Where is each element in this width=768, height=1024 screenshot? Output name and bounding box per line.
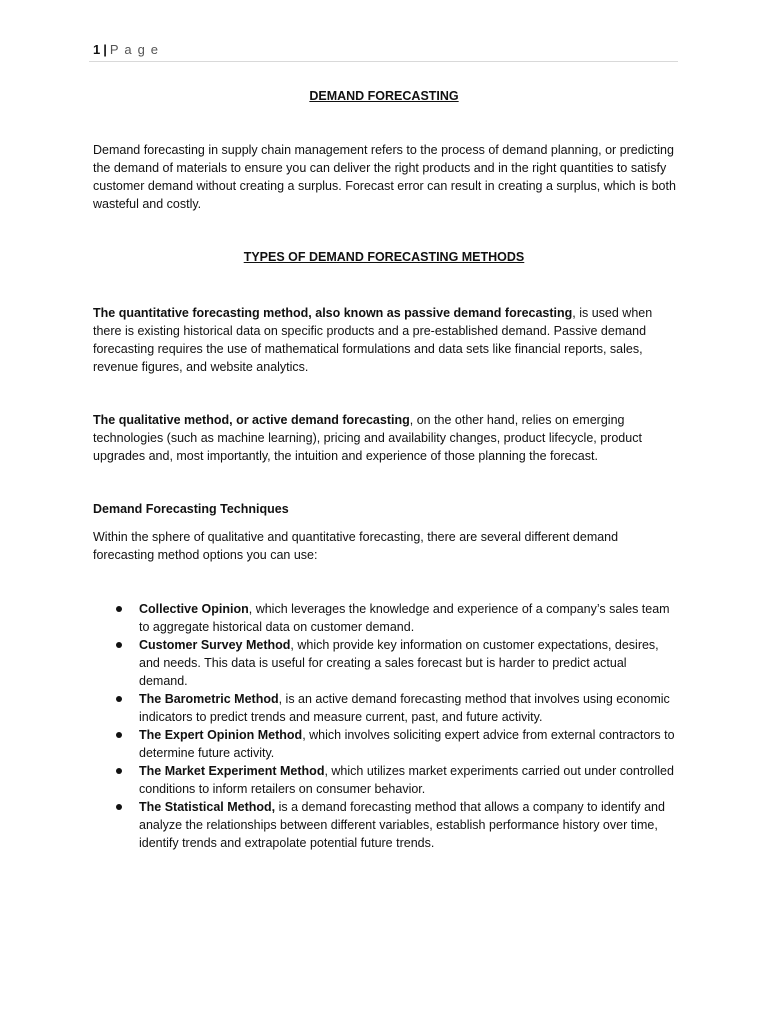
intro-paragraph: Demand forecasting in supply chain management refers to the process of demand planning, or predicting the demand of materials to ensure you can deliver the right products and in the right quantities to satisfy customer demand without creating a surplus. Forecast error can result in creating a surplus, which is both wasteful and costly. [93,143,676,211]
bullet-icon [116,696,122,702]
bullet-icon [116,804,122,810]
qualitative-lead: The qualitative method, or active demand forecasting [93,413,410,427]
method-desc: is a demand forecasting method that allows a company to identify and analyze the relationships between different variables, establish performance history over time, identify trends and extrapolate potential future trends. [139,800,665,850]
quantitative-paragraph [93,304,678,376]
bullet-icon [116,606,122,612]
quantitative-rest: , is used when there is existing historical data on specific products and a pre-established demand. Passive demand forecasting requires the use of mathematical formulations and data sets like financial reports, sales, revenue figures, and website analytics. [93,306,653,374]
method-desc: , which provide key information on customer expectations, desires, and needs. This data is useful for creating a sales forecast but is harder to predict actual demand. [139,638,659,688]
list-item [93,636,678,690]
method-desc: , which leverages the knowledge and experience of a company’s sales team to aggregate historical data on customer demand. [139,602,670,634]
techniques-intro: Within the sphere of qualitative and quantitative forecasting, there are several different demand forecasting method options you can use: [93,530,619,562]
bullet-icon [116,768,122,774]
method-desc: , which utilizes market experiments carried out under controlled conditions to inform retailers on consumer behavior. [139,764,674,796]
method-desc: , is an active demand forecasting method that involves using economic indicators to predict trends and measure current, past, and future activity. [139,692,670,724]
list-item [93,690,678,726]
types-heading: TYPES OF DEMAND FORECASTING METHODS [243,250,525,264]
list-item [93,762,678,798]
method-name: Customer Survey Method [139,638,291,652]
list-item [93,600,678,636]
qualitative-paragraph [93,411,678,465]
header-divider [89,61,678,62]
method-name: The Statistical Method, [139,800,276,814]
page-label: P a g e [109,42,160,57]
page-number: 1 [93,42,101,57]
document-title: DEMAND FORECASTING [309,89,459,103]
method-name: The Barometric Method [139,692,279,706]
qualitative-rest: , on the other hand, relies on emerging technologies (such as machine learning), pricing and availability changes, product lifecycle, product upgrades and, most importantly, the intuition and experience of those planning the forecast. [93,413,642,463]
quantitative-lead: The quantitative forecasting method, also known as passive demand forecasting [93,306,573,320]
techniques-heading: Demand Forecasting Techniques [93,502,289,516]
bullet-icon [116,732,122,738]
method-name: The Market Experiment Method [139,764,325,778]
page-header [93,42,159,57]
list-item [93,726,678,762]
methods-list [93,600,678,852]
header-separator: | [103,42,107,57]
method-name: Collective Opinion [139,602,249,616]
method-name: The Expert Opinion Method [139,728,303,742]
list-item [93,798,678,852]
method-desc: , which involves soliciting expert advice from external contractors to determine future activity. [139,728,675,760]
bullet-icon [116,642,122,648]
